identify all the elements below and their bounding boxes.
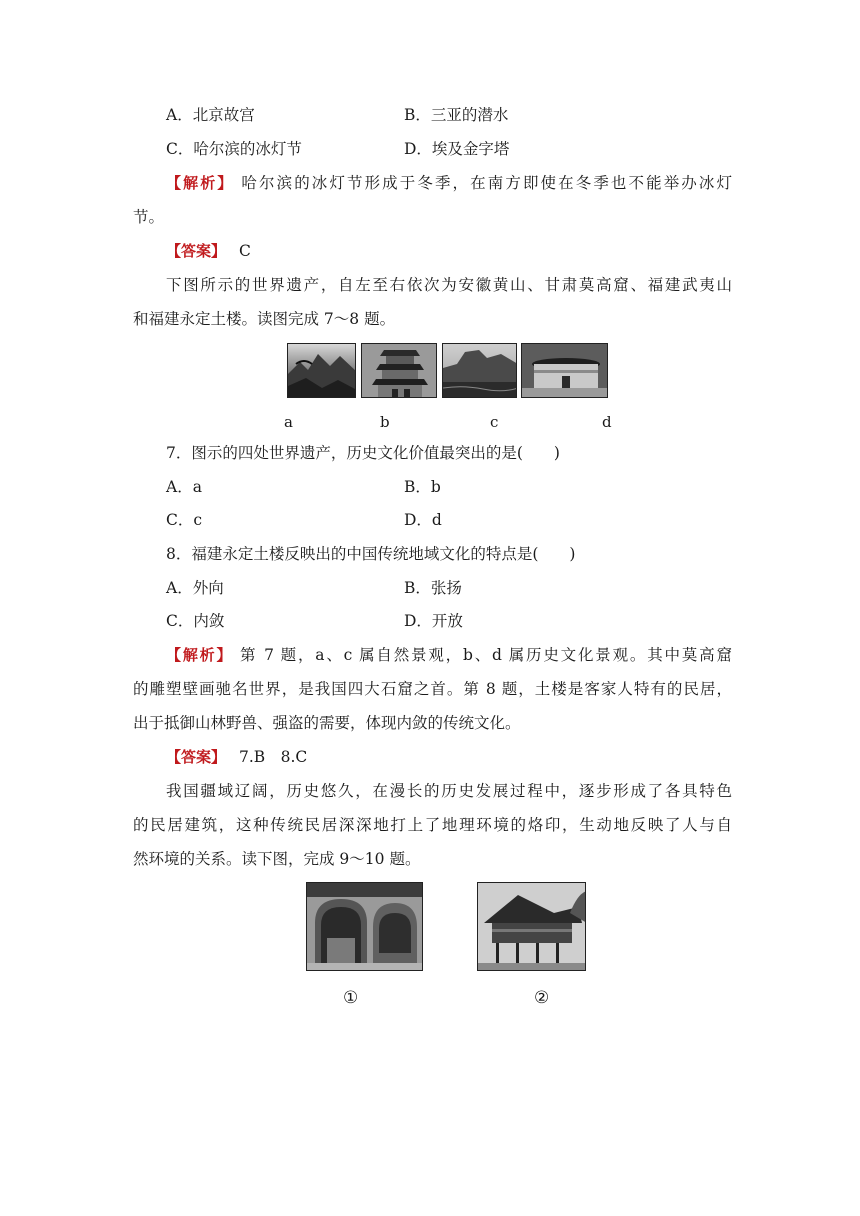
analysis-7-8 xyxy=(166,645,732,665)
answer-7-8 xyxy=(166,747,307,767)
heritage-photo-d-tulou xyxy=(521,343,608,398)
q6-option-c: C．哈尔滨的冰灯节 xyxy=(166,140,302,158)
analysis-tag: 【解析】 xyxy=(166,174,235,192)
heritage-photo-b-mogao xyxy=(361,343,437,398)
dwelling-photo-2-stilt-house xyxy=(477,882,586,971)
q8-option-a: A．外向 xyxy=(166,579,224,597)
photo-caption-2: ② xyxy=(534,988,550,1008)
heritage-photo-c-wuyishan xyxy=(442,343,517,398)
q6-option-a: A．北京故宫 xyxy=(166,106,255,124)
q6-option-d: D．埃及金字塔 xyxy=(404,140,510,158)
intro-9-10-line2: 的民居建筑，这种传统民居深深地打上了地理环境的烙印，生动地反映了人与自 xyxy=(133,816,732,834)
q6-answer xyxy=(166,241,251,261)
analysis-7-8-text: 第 7 题，a、c 属自然景观，b、d 属历史文化景观。其中莫高窟 xyxy=(240,646,732,664)
analysis-7-8-line3: 出于抵御山林野兽、强盗的需要，体现内敛的传统文化。 xyxy=(133,714,521,732)
q8-stem: 8．福建永定土楼反映出的中国传统地域文化的特点是( ) xyxy=(166,545,576,563)
intro-9-10-line1: 我国疆域辽阔，历史悠久，在漫长的历史发展过程中，逐步形成了各具特色 xyxy=(166,782,732,800)
photo-caption-c: c xyxy=(490,413,499,431)
q7-option-a: A．a xyxy=(166,478,202,496)
analysis-7-8-line2: 的雕塑壁画驰名世界，是我国四大石窟之首。第 8 题，土楼是客家人特有的民居， xyxy=(133,680,732,698)
photo-caption-1: ① xyxy=(343,988,359,1008)
photo-caption-b: b xyxy=(380,413,390,431)
q7-option-d: D．d xyxy=(404,511,442,529)
q6-analysis-continued: 节。 xyxy=(133,208,165,226)
q6-option-b: B．三亚的潜水 xyxy=(404,106,509,124)
photo-caption-a: a xyxy=(284,413,293,431)
q6-analysis-text: 哈尔滨的冰灯节形成于冬季，在南方即使在冬季也不能举办冰灯 xyxy=(241,174,732,192)
q7-stem: 7．图示的四处世界遗产，历史文化价值最突出的是( ) xyxy=(166,444,560,462)
intro-7-8-line1: 下图所示的世界遗产，自左至右依次为安徽黄山、甘肃莫高窟、福建武夷山 xyxy=(166,276,732,294)
q6-analysis xyxy=(166,173,732,193)
answer-tag: 【答案】 xyxy=(166,748,227,766)
q8-option-d: D．开放 xyxy=(404,612,463,630)
q7-option-b: B．b xyxy=(404,478,441,496)
photo-caption-d: d xyxy=(602,413,612,431)
answer-7-8-value: 7.B 8.C xyxy=(238,748,308,766)
dwelling-photo-1-cave xyxy=(306,882,423,971)
intro-7-8-line2: 和福建永定土楼。读图完成 7～8 题。 xyxy=(133,310,396,328)
intro-9-10-line3: 然环境的关系。读下图，完成 9～10 题。 xyxy=(133,850,421,868)
q8-option-c: C．内敛 xyxy=(166,612,225,630)
heritage-photo-a-huangshan xyxy=(287,343,356,398)
answer-tag: 【答案】 xyxy=(166,242,227,260)
q6-answer-value: C xyxy=(238,242,251,260)
analysis-tag: 【解析】 xyxy=(166,646,234,664)
q7-option-c: C．c xyxy=(166,511,203,529)
q8-option-b: B．张扬 xyxy=(404,579,462,597)
